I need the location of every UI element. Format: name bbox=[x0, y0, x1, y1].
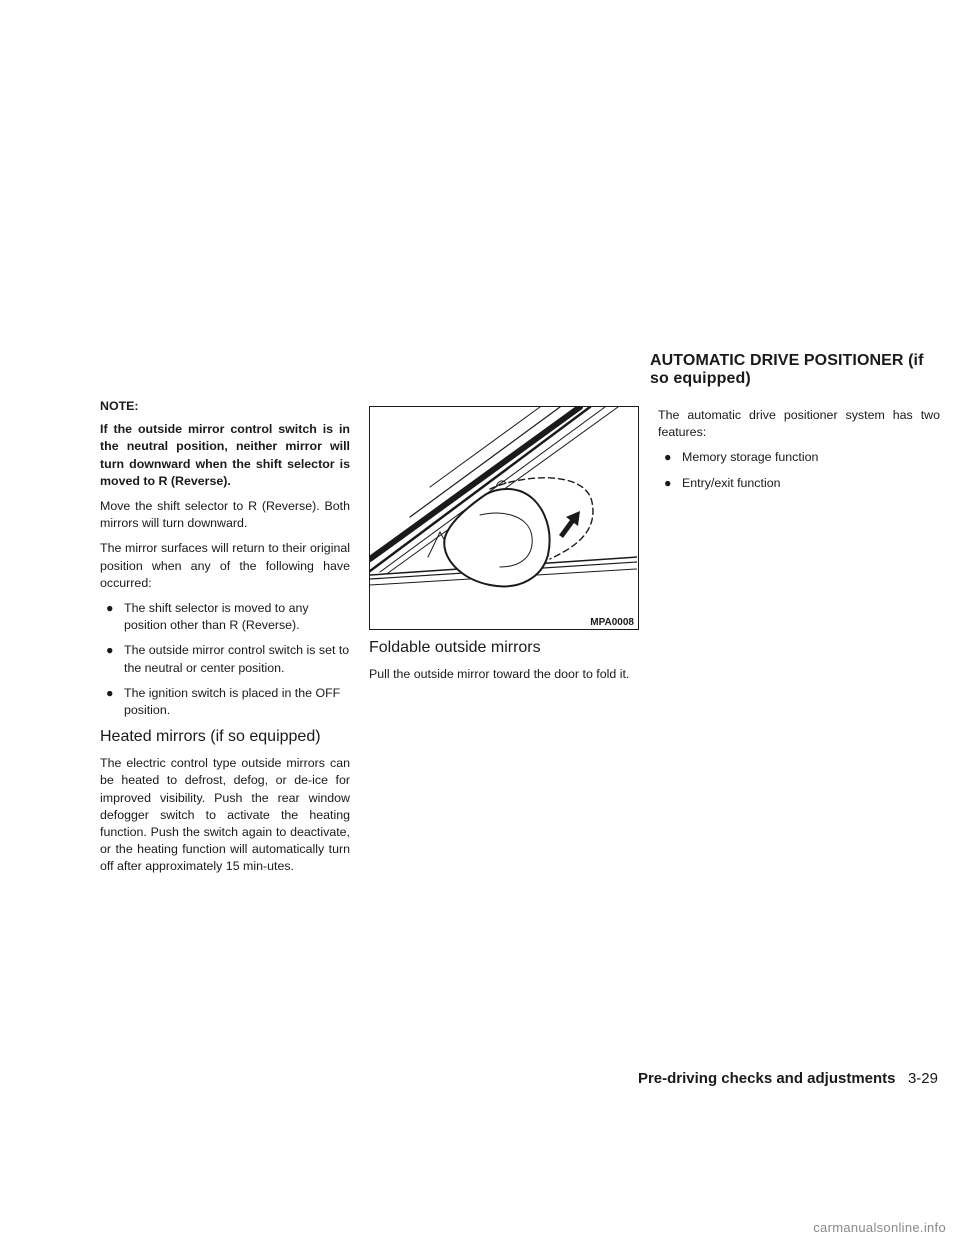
bullet-icon: ● bbox=[106, 685, 114, 700]
column-3 bbox=[658, 407, 940, 500]
page-number: 3-29 bbox=[907, 1070, 938, 1087]
fold-arrow-icon bbox=[555, 511, 580, 539]
bullet-icon: ● bbox=[664, 475, 672, 490]
list-item: ● The shift selector is moved to any position other than R (Reverse). bbox=[106, 601, 309, 633]
section-heading: AUTOMATIC DRIVE POSITIONER (if so equipped) bbox=[650, 352, 924, 387]
positioner-intro: The automatic drive positioner system has two features: bbox=[658, 408, 940, 440]
page-footer bbox=[638, 1070, 938, 1088]
column-1 bbox=[100, 398, 350, 876]
list-item: ● The outside mirror control switch is set to the neutral or center position. bbox=[106, 643, 350, 675]
list-item: ● Entry/exit function bbox=[658, 475, 940, 492]
return-conditions-list bbox=[100, 600, 350, 719]
heated-mirrors-text: The electric control type outside mirrors can be heated to defrost, defog, or de-ice for improved visibility. Push the rear window defogger switch to activate the heating function. Push the switch again to deactivate, or the heating function will automatically turn off after approximately 15 min-utes. bbox=[100, 756, 350, 874]
heated-mirrors-heading: Heated mirrors (if so equipped) bbox=[100, 728, 321, 746]
list-item: ● Memory storage function bbox=[658, 449, 940, 466]
watermark-text: carmanualsonline.info bbox=[813, 1220, 946, 1235]
mirror-figure bbox=[369, 406, 639, 630]
footer-section-title: Pre-driving checks and adjustments bbox=[637, 1070, 896, 1087]
foldable-mirrors-text: Pull the outside mirror toward the door to fold it. bbox=[369, 667, 630, 681]
paragraph-return-position: The mirror surfaces will return to their original position when any of the following have occurred: bbox=[100, 541, 350, 590]
figure-label: MPA0008 bbox=[590, 617, 634, 628]
positioner-features-list bbox=[658, 449, 940, 491]
bullet-icon: ● bbox=[106, 601, 114, 616]
bullet-icon: ● bbox=[106, 643, 114, 658]
bullet-icon: ● bbox=[664, 450, 672, 465]
list-item: ● The ignition switch is placed in the OFF position. bbox=[106, 685, 341, 718]
paragraph-shift-reverse: Move the shift selector to R (Reverse). Both mirrors will turn downward. bbox=[100, 499, 350, 531]
foldable-mirrors-heading: Foldable outside mirrors bbox=[369, 639, 541, 656]
note-label: NOTE: bbox=[100, 399, 139, 413]
note-text: If the outside mirror control switch is in the neutral position, neither mirror will turn downward when the shift selector is moved to R (Reverse). bbox=[100, 422, 350, 488]
column-2 bbox=[369, 406, 639, 683]
folding-mirror-illustration bbox=[370, 407, 637, 628]
